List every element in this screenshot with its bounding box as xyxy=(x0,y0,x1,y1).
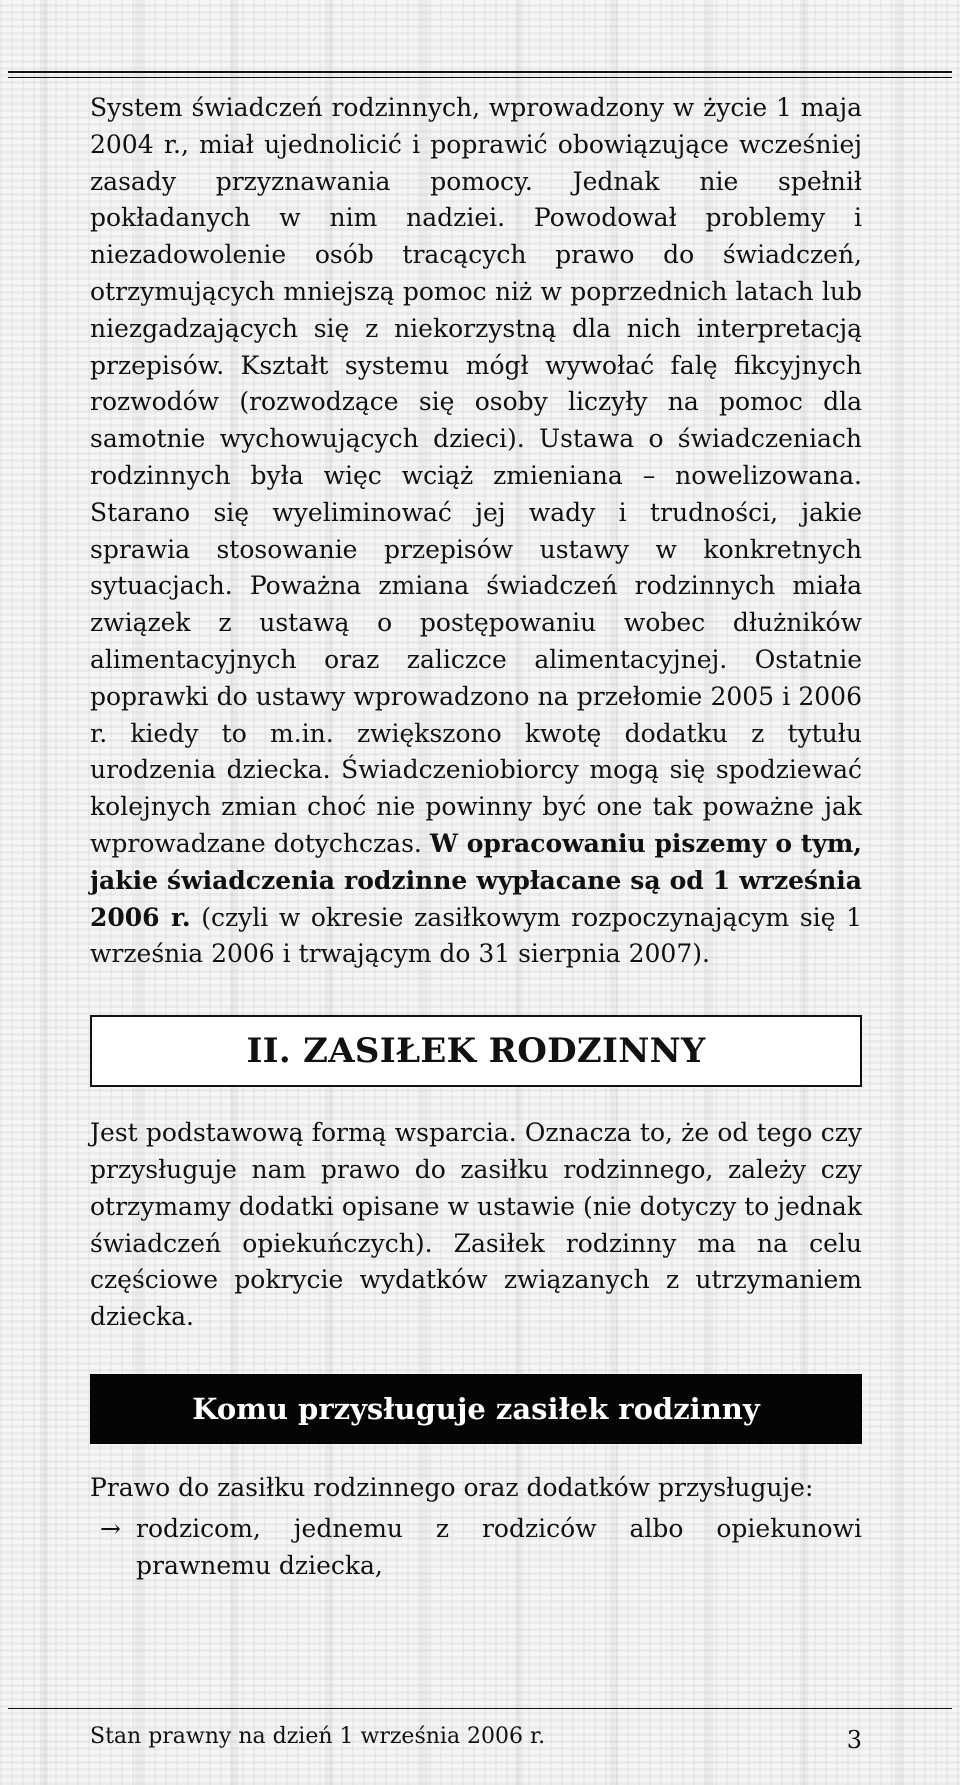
section-heading-box xyxy=(90,1015,862,1087)
bottom-rule xyxy=(8,1708,952,1709)
subsection-title: Komu przysługuje zasiłek rodzinny xyxy=(192,1391,760,1426)
footer-note: Stan prawny na dzień 1 września 2006 r. xyxy=(90,1724,546,1749)
arrow-right-icon: → xyxy=(100,1513,121,1543)
intro-bold-text: W opracowaniu piszemy o tym, jakie świadczenia rodzinne wypłacane są od 1 września 2006 r. xyxy=(90,828,863,932)
subsection-lead: Prawo do zasiłku rodzinnego oraz dodatków przysługuje: xyxy=(90,1472,814,1502)
list-item-text: rodzicom, jednemu z rodziców albo opiekunowi prawnemu dziecka, xyxy=(136,1513,862,1580)
top-rule xyxy=(8,71,952,78)
section-paragraph: Jest podstawową formą wsparcia. Oznacza to, że od tego czy przysługuje nam prawo do zasiłku rodzinnego, zależy czy otrzymamy dodatki opisane w ustawie (nie dotyczy to jednak świadczeń opiekuńczych). Zasiłek rodzinny ma na celu częściowe pokrycie wydatków związanych z utrzymaniem dziecka. xyxy=(90,1118,862,1332)
intro-text-end: (czyli w okresie zasiłkowym rozpoczynającym się 1 września 2006 i trwającym do 31 sierpnia 2007). xyxy=(90,902,862,969)
bullet-list xyxy=(90,1511,862,1585)
intro-text: System świadczeń rodzinnych, wprowadzony w życie 1 maja 2004 r., miał ujednolicić i poprawić obowiązujące wcześniej zasady przyznawania pomocy. Jednak nie spełnił pokładanych w nim nadziei. Powodował problemy i niezadowolenie osób tracących prawo do świadczeń, otrzymujących mniejszą pomoc niż w poprzednich latach lub niezgadzających się z niekorzystną dla nich interpretacją przepisów. Kształt systemu mógł wywołać falę fikcyjnych rozwodów (rozwodzące się osoby liczyły na pomoc dla samotnie wychowujących dzieci). Ustawa o świadczeniach rodzinnych była więc wciąż zmieniana – nowelizowana. Starano się wyeliminować jej wady i trudności, jakie sprawia stosowanie przepisów ustawy w konkretnych sytuacjach. Poważna zmiana świadczeń rodzinnych miała związek z ustawą o postępowaniu wobec dłużników alimentacyjnych oraz zaliczce alimentacyjnej. Ostatnie poprawki do ustawy wprowadzono na przełomie 2005 i 2006 r. kiedy to m.in. zwiększono kwotę dodatku z tytułu urodzenia dziecka. Świadczeniobiorcy mogą się spodziewać kolejnych zmian choć nie powinny być one tak poważne jak wprowadzane dotychczas. xyxy=(90,93,862,858)
page-number: 3 xyxy=(846,1726,862,1754)
subsection-heading-bar xyxy=(90,1374,862,1444)
intro-paragraph xyxy=(90,90,862,973)
section-title: II. ZASIŁEK RODZINNY xyxy=(246,1031,706,1072)
page-content xyxy=(90,90,862,1584)
list-item xyxy=(90,1511,862,1585)
